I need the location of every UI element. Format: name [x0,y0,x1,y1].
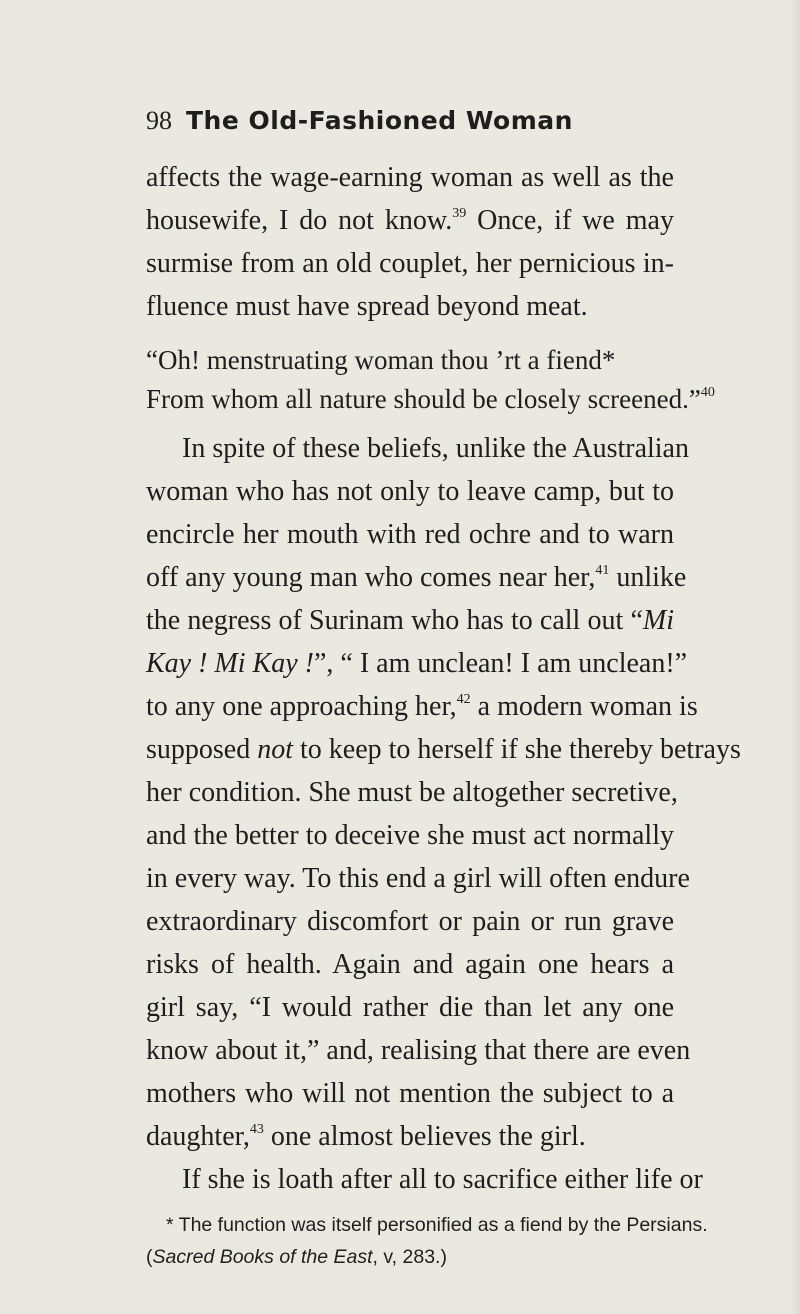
text-line: girl say, “I would rather die than let any one [146,992,674,1023]
text-line: If she is loath after all to sacrifice either life or [182,1164,703,1195]
text-line: Kay ! Mi Kay !”, “ I am unclean! I am unclean!” [146,648,688,679]
text-line: fluence must have spread beyond meat. [146,291,588,322]
text-line: mothers who will not mention the subject to a [146,1078,674,1109]
text-line: daughter,$^{43}$ one almost believes the girl. [146,1121,586,1152]
text-line: off any young man who comes near her,$^{41}$ unlike [146,562,687,593]
footnote-line: (Sacred Books of the East, v, 283.) [146,1246,447,1268]
running-title: The Old-Fashioned Woman [186,106,573,135]
text-line: to any one approaching her,$^{42}$ a modern woman is [146,691,698,722]
text-line: her condition. She must be altogether secretive, [146,777,678,808]
running-header [146,106,686,146]
text-line: in every way. To this end a girl will often endure [146,863,690,894]
note-ref: 39 [452,206,467,221]
text-line: supposed not to keep to herself if she thereby betrays [146,734,741,765]
text-line: know about it,” and, realising that there are even [146,1035,691,1066]
text-line: risks of health. Again and again one hears a [146,949,674,980]
note-ref: 43 [249,1122,264,1137]
page-edge-shadow [790,0,800,1314]
text-line: affects the wage-earning woman as well as the [146,162,674,193]
text-line: woman who has not only to leave camp, but to [146,476,674,507]
text-line: In spite of these beliefs, unlike the Australian [182,433,689,464]
text-line: encircle her mouth with red ochre and to warn [146,519,674,550]
note-ref: 40 [700,385,715,400]
footnote-line: * The function was itself personified as a fiend by the Persians. [166,1214,708,1236]
text-line: housewife, I do not know.$^{39}$ Once, if we may [146,205,674,236]
verse-line: From whom all nature should be closely screened.”$^{40}$ [146,384,715,414]
page-number: 98 [146,106,172,135]
note-ref: 41 [595,563,610,578]
footnote-citation: Sacred Books of the East [152,1246,373,1268]
text-line: extraordinary discomfort or pain or run grave [146,906,674,937]
verse-line: “Oh! menstruating woman thou ’rt a fiend* [146,345,616,375]
text-line: and the better to deceive she must act normally [146,820,674,851]
note-ref: 42 [456,692,471,707]
text-line: the negress of Surinam who has to call out “Mi [146,605,674,636]
text-line: surmise from an old couplet, her pernicious in- [146,248,674,279]
